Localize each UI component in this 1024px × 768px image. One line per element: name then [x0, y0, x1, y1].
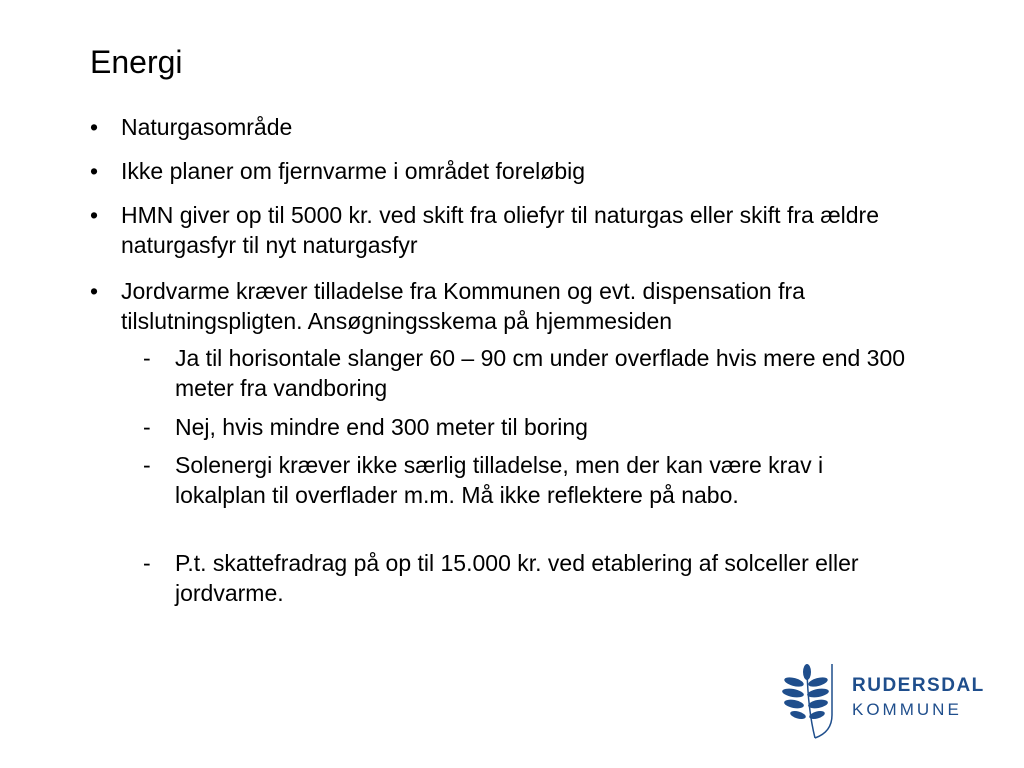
bullet-item — [90, 276, 981, 336]
sub-bullet-text: P.t. skattefradrag på op til 15.000 kr. ved etablering af solceller eller jordvarme. — [175, 550, 859, 606]
bullet-marker: • — [90, 158, 99, 184]
bullet-marker: • — [90, 278, 99, 304]
bullet-text: Naturgasområde — [121, 114, 293, 140]
sub-bullet-text: Nej, hvis mindre end 300 meter til boring — [175, 414, 588, 440]
bullet-marker: • — [90, 114, 99, 140]
dash-marker: - — [143, 550, 151, 576]
dash-marker: - — [143, 452, 151, 478]
sub-bullet-text: Solenergi kræver ikke særlig tilladelse, men der kan være krav i lokalplan til overflader m.m. Må ikke reflektere på nabo. — [175, 452, 824, 508]
bullet-text: Jordvarme kræver tilladelse fra Kommunen og evt. dispensation fra tilslutningspligten. Ansøgningsskema på hjemmesiden — [121, 278, 805, 334]
logo-text-kommune: KOMMUNE — [852, 700, 962, 719]
logo-text-rudersdal: RUDERSDAL — [852, 675, 985, 696]
dash-marker: - — [143, 345, 151, 371]
slide-title: Energi — [90, 44, 183, 80]
sub-bullet-item — [143, 548, 875, 608]
sub-bullet-item — [143, 343, 935, 403]
bullet-text: HMN giver op til 5000 kr. ved skift fra oliefyr til naturgas eller skift fra ældre naturgasfyr til nyt naturgasfyr — [121, 202, 880, 258]
sub-bullet-item — [143, 412, 975, 442]
bullet-text: Ikke planer om fjernvarme i området foreløbig — [121, 158, 586, 184]
bullet-item — [90, 156, 981, 186]
dash-marker: - — [143, 414, 151, 440]
bullet-item — [90, 112, 981, 142]
bullet-marker: • — [90, 202, 99, 228]
bullet-item — [90, 200, 981, 260]
sub-bullet-text: Ja til horisontale slanger 60 – 90 cm under overflade hvis mere end 300 meter fra vandboring — [175, 345, 906, 401]
sub-bullet-item — [143, 450, 895, 510]
rudersdal-kommune-logo — [780, 660, 985, 740]
leaf-emblem-icon — [780, 660, 850, 740]
